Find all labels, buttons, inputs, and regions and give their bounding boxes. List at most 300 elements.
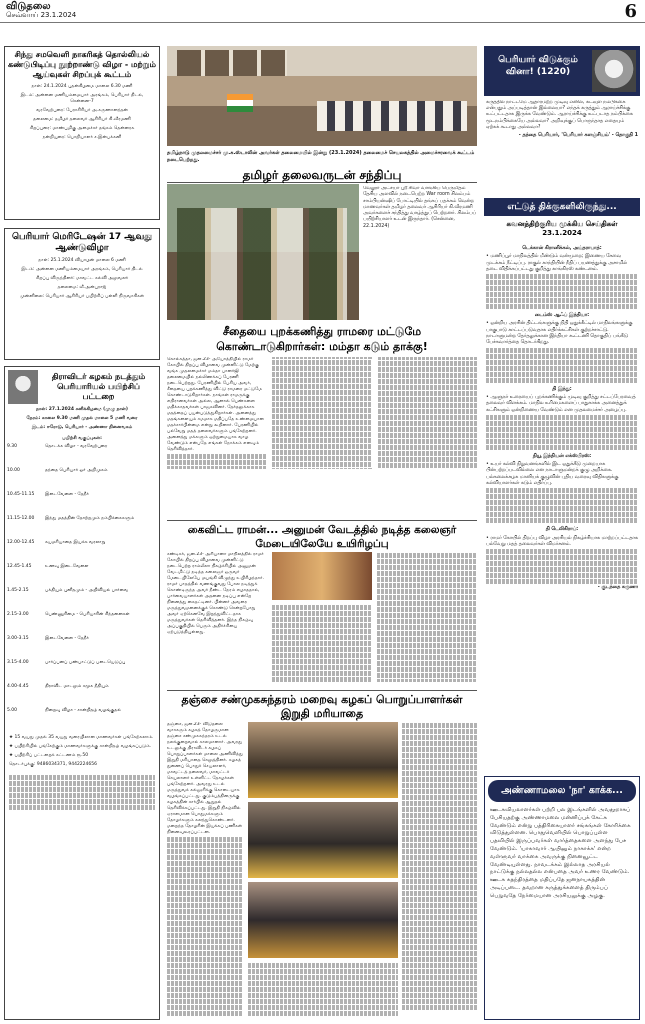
text-fill bbox=[167, 933, 243, 938]
text-fill bbox=[167, 891, 243, 896]
periyar-question-header bbox=[484, 46, 640, 96]
text-fill bbox=[9, 787, 155, 792]
cabinet-caption: தமிழ்நாடு முதலமைச்சர் மு.க.ஸ்டாலின் அவர்கள் தலைமையில் இன்று (23.1.2024) தலைமைச் செயலகத்தில் அமைச்சரவைக் கூட்டம் நடைபெற்றது. bbox=[167, 150, 475, 163]
text-fill bbox=[486, 427, 638, 432]
text-fill bbox=[272, 629, 372, 634]
digest-title: எட்டுத் திக்குகளிலிருந்து... bbox=[507, 202, 617, 212]
schedule-time: 9.30 bbox=[7, 444, 18, 449]
text-line: தலைமை: தமிழர் தலைவர் ஆசிரியர் கி.வீரமணி bbox=[33, 117, 131, 122]
text-fill bbox=[402, 975, 477, 980]
text-fill bbox=[402, 765, 477, 770]
text-fill bbox=[378, 463, 477, 468]
text-line: இடம்: அன்னை மணியம்மையார் அரங்கம், பெரியார் திடல் bbox=[21, 267, 143, 272]
text-fill bbox=[402, 837, 477, 842]
text-fill bbox=[272, 396, 371, 401]
text-fill bbox=[248, 963, 398, 968]
text-fill bbox=[402, 987, 477, 992]
event-box-workshop bbox=[4, 366, 160, 1020]
text-fill bbox=[402, 855, 477, 860]
text-fill bbox=[378, 421, 477, 426]
text-fill bbox=[402, 861, 477, 866]
text-fill bbox=[402, 867, 477, 872]
schedule-time: 3.00-3.15 bbox=[7, 636, 29, 641]
text-fill bbox=[377, 679, 477, 682]
text-fill bbox=[377, 667, 477, 672]
text-line: நேரம்: காலை 9.30 மணி முதல் மாலை 5 மணி வரை bbox=[26, 416, 138, 421]
text-fill bbox=[167, 993, 243, 998]
text-fill bbox=[272, 462, 371, 467]
text-fill bbox=[486, 372, 638, 377]
text-fill bbox=[402, 759, 477, 764]
text-fill bbox=[272, 390, 371, 395]
text-fill bbox=[402, 999, 477, 1004]
text-fill bbox=[486, 348, 638, 353]
text-fill bbox=[167, 837, 243, 842]
hanuman-headline: கைவிட்ட ராமன்... அனுமன் வேடத்தில் நடித்த கலைஞர் மேடையிலேயே உயிரிழப்பு bbox=[167, 520, 477, 551]
text-fill bbox=[167, 897, 243, 902]
cabinet-table bbox=[317, 101, 467, 131]
text-fill bbox=[377, 625, 477, 630]
text-fill bbox=[486, 555, 638, 560]
schedule-topic: இடைவேளை - தேநீர் bbox=[45, 492, 89, 497]
periyar-question-portrait bbox=[592, 50, 636, 92]
text-fill bbox=[167, 999, 243, 1004]
text-fill bbox=[402, 885, 477, 890]
funeral-col2 bbox=[248, 962, 398, 1018]
text-fill bbox=[402, 825, 477, 830]
text-fill bbox=[272, 677, 372, 682]
schedule-topic: பார்ப்பனப் பண்பாட்டுப் படையெடுப்பு bbox=[45, 660, 126, 665]
text-fill bbox=[272, 420, 371, 425]
digest-body bbox=[486, 242, 638, 768]
event-indus-title: சிந்து சமவெளி நாகரிகத் தொல்லியல் கண்டுபிடிப்பு நூற்றாண்டு விழா - மற்றும் ஆய்வுகள் சிறப்புக் கூட்டம் bbox=[8, 50, 156, 79]
text-fill bbox=[486, 433, 638, 438]
schedule-time: 12.00-12.45 bbox=[7, 540, 35, 545]
schedule-time: 10.45-11.15 bbox=[7, 492, 35, 497]
schedule-topic: தந்தை பெரியார் ஓர் அறிமுகம் bbox=[45, 468, 108, 473]
ram-body bbox=[167, 357, 477, 517]
hanuman-col3 bbox=[377, 552, 477, 682]
workshop-meta bbox=[5, 407, 159, 431]
text-fill bbox=[167, 460, 266, 465]
text-fill bbox=[402, 927, 477, 932]
text-fill bbox=[377, 595, 477, 600]
text-fill bbox=[167, 867, 243, 872]
text-fill bbox=[402, 1005, 477, 1010]
masthead-logo: விடுதலை bbox=[6, 1, 51, 12]
text-fill bbox=[248, 1011, 398, 1016]
text-line: நாள்: 27.1.2024 சனிக்கிழமை (முழு நாள்) bbox=[36, 407, 128, 412]
ram-headline: சீதையை புறக்கணித்து ராமரை மட்டுமே கொண்டாடுகிறார்கள்: மம்தா கடும் தாக்கு! bbox=[216, 325, 428, 353]
text-fill bbox=[272, 402, 371, 407]
text-fill bbox=[272, 617, 372, 622]
text-fill bbox=[402, 945, 477, 950]
schedule-time: 5.00 bbox=[7, 708, 18, 713]
cabinet-portraits bbox=[177, 50, 287, 76]
schedule-time: 4.00-4.45 bbox=[7, 684, 29, 689]
periyar-question-sign: - தந்தை பெரியார், 'பெரியார் களஞ்சியம்' - தொகுதி 1 bbox=[518, 133, 638, 139]
schedule-topic: இந்து மதத்தின் தோற்றமும் நம்பிக்கைகளும் bbox=[45, 516, 135, 521]
text-fill bbox=[378, 403, 477, 408]
text-fill bbox=[402, 807, 477, 812]
text-fill bbox=[272, 653, 372, 658]
flag bbox=[227, 94, 253, 112]
text-fill bbox=[402, 903, 477, 908]
text-fill bbox=[167, 454, 266, 459]
text-fill bbox=[378, 445, 477, 450]
text-fill bbox=[272, 414, 371, 419]
periyar-question-body bbox=[486, 100, 638, 194]
schedule-topic: இடைவேளை - தேநீர் bbox=[45, 636, 89, 641]
text-fill bbox=[167, 1005, 243, 1010]
text-fill bbox=[167, 849, 243, 854]
text-fill bbox=[377, 607, 477, 612]
text-fill bbox=[377, 589, 477, 594]
event-box-indus bbox=[4, 46, 160, 220]
text-fill bbox=[167, 861, 243, 866]
text-fill bbox=[377, 601, 477, 606]
digest-section-name: தி இந்து: bbox=[552, 386, 572, 392]
text-fill bbox=[402, 963, 477, 968]
schedule-topic: திராவிட மாடலும் சமூக நீதியும் bbox=[45, 684, 109, 689]
text-fill bbox=[486, 274, 638, 279]
text-fill bbox=[167, 1011, 243, 1016]
text-fill bbox=[402, 729, 477, 734]
text-fill bbox=[402, 921, 477, 926]
text-fill bbox=[377, 655, 477, 660]
text-fill bbox=[486, 366, 638, 371]
text-fill bbox=[486, 500, 638, 505]
text-fill bbox=[486, 506, 638, 511]
text-fill bbox=[272, 659, 372, 664]
funeral-photos bbox=[248, 722, 398, 958]
text-fill bbox=[486, 567, 638, 572]
schedule-topic: தொடக்க விழா - வரவேற்புரை bbox=[45, 444, 108, 449]
text-fill bbox=[402, 981, 477, 986]
text-fill bbox=[272, 641, 372, 646]
text-fill bbox=[486, 512, 638, 517]
annamalai-body: ஊடகவியலாளர்கள் பற்றி பல இடங்களில் அவதூறாகப் பேசியதற்கு அண்ணாமலை மன்னிப்புக் கேட்க வேண்டும் என்று பத்திரிகையாளர் சங்கங்கள் கோரிக்கை விடுத்துள்ளன. பொதுவெளியில் பொறுப்புள்ள பதவியில் இருப்பவர்கள் வார்த்தைகளை அளந்து பேச வேண்டும். 'யாகாவார் ஆயினும் நாகாக்க' என்ற வள்ளுவர் வாக்கை அவருக்கு நினைவூட்ட வேண்டியுள்ளது. நாவடக்கம் இல்லாத அரசியல் நாட்டுக்கு நல்லதல்ல என்பதை அவர் உணர வேண்டும். ஊடக சுதந்திரத்தை மதிப்பதே ஜனநாயகத்தின் அடிப்படை. தவறான கருத்துக்களைத் திரும்பப் பெறுவதே நேர்மையான அரசியலுக்கு அழகு. bbox=[490, 807, 631, 899]
schedule-time: 10.00 bbox=[7, 468, 20, 473]
schedule-time: 11.15-12.00 bbox=[7, 516, 35, 521]
page-number: 6 bbox=[624, 1, 637, 22]
text-fill bbox=[378, 397, 477, 402]
text-fill bbox=[486, 488, 638, 493]
text-fill bbox=[402, 735, 477, 740]
funeral-photo-2 bbox=[248, 802, 398, 878]
text-fill bbox=[272, 384, 371, 389]
text-line: வரவேற்புரை: பேராசிரியர் அ.கருணானந்தன் bbox=[36, 108, 128, 113]
periyar-question-title: பெரியார் விடுக்கும் வினா! (1220) bbox=[498, 55, 578, 77]
periyar-portrait bbox=[8, 370, 38, 404]
funeral-col1 bbox=[167, 722, 243, 1018]
text-fill bbox=[377, 559, 477, 564]
text-fill bbox=[272, 438, 371, 443]
text-fill bbox=[167, 903, 243, 908]
funeral-photo-1 bbox=[248, 722, 398, 798]
funeral-col3 bbox=[402, 722, 477, 1018]
hanuman-col1 bbox=[167, 552, 267, 682]
text-line: இடம்: அன்னை மணியம்மையார் அரங்கம், பெரியார் திடல், சென்னை-7 bbox=[20, 93, 144, 104]
text-fill bbox=[486, 360, 638, 365]
text-fill bbox=[377, 619, 477, 624]
text-fill bbox=[402, 957, 477, 962]
text-fill bbox=[486, 445, 638, 450]
hanuman-col2 bbox=[272, 604, 372, 682]
schedule-time: 12.45-1.45 bbox=[7, 564, 32, 569]
text-fill bbox=[272, 665, 372, 670]
text-fill bbox=[9, 781, 155, 786]
text-fill bbox=[402, 969, 477, 974]
text-fill bbox=[248, 969, 398, 974]
text-fill bbox=[402, 813, 477, 818]
text-fill bbox=[272, 605, 372, 610]
text-fill bbox=[377, 553, 477, 558]
workshop-fill bbox=[5, 775, 159, 810]
funeral-headline: தஞ்சை சண்முகசுந்தரம் மறைவு கழகப் பொறுப்பாளர்கள் இறுதி மரியாதை bbox=[167, 690, 477, 721]
text-line: முன்னிலை: பெரியார் ஆசிரியர் பயிற்சிப் பள்ளி நிருவாகிகள் bbox=[19, 294, 145, 299]
text-fill bbox=[377, 565, 477, 570]
digest-section-name: நியூ இந்தியன் எக்ஸ்பிரஸ்: bbox=[532, 453, 592, 459]
text-fill bbox=[486, 518, 638, 523]
text-fill bbox=[9, 805, 155, 810]
text-fill bbox=[486, 494, 638, 499]
text-fill bbox=[248, 975, 398, 980]
workshop-program-title: பயிற்சி வகுப்புகள்: bbox=[62, 436, 102, 441]
text-fill bbox=[377, 643, 477, 648]
text-fill bbox=[272, 372, 371, 377]
text-fill bbox=[402, 873, 477, 878]
hanuman-text: சண்டிகர், ஜன.23- அரியானா மாநிலத்தில் ராமர் கோயில் திறப்பு விழாவை முன்னிட்டு நடைபெற்ற ராம்லீலா நிகழ்ச்சியில் அனுமன் வேடமிட்டு நடித்த கலைஞர் ஒருவர் மேடையிலேயே மயங்கி விழுந்து உயிரிழந்தார். ராமர் பாதத்தில் வணங்குவது போல நடித்துக் கொண்டிருந்த அவர் நீண்ட நேரம் எழாததால், பார்வையாளர்கள் அதனை நடிப்பு என்றே நினைத்து கைதட்டினர். பின்னர் அவரை மருத்துவமனைக்குக் கொண்டு சென்றபோது அவர் ஏற்கெனவே இறந்துவிட்டதாக மருத்துவர்கள் தெரிவித்தனர். இந்த நிகழ்வு அப்பகுதியில் பெரும் அதிர்ச்சியை ஏற்படுத்தியுள்ளது. bbox=[167, 552, 264, 635]
text-fill bbox=[402, 747, 477, 752]
text-fill bbox=[486, 304, 638, 309]
text-fill bbox=[377, 577, 477, 582]
text-fill bbox=[167, 957, 243, 962]
text-fill bbox=[486, 573, 638, 578]
text-fill bbox=[248, 987, 398, 992]
text-fill bbox=[272, 671, 372, 676]
schedule-topic: பெண்ணுரிமை - பெரியாரின் சிந்தனைகள் bbox=[45, 612, 130, 617]
text-fill bbox=[486, 561, 638, 566]
digest-header bbox=[484, 198, 640, 216]
digest-section-name: டெக்கான் கிரானிக்கல், அய்தராபாத்: bbox=[522, 246, 602, 251]
text-line: நாள்: 25.1.2024 வியாழன் மாலை 6 மணி bbox=[38, 258, 126, 263]
text-fill bbox=[167, 939, 243, 944]
text-fill bbox=[248, 1005, 398, 1010]
schedule-topic: உணவு இடைவேளை bbox=[45, 564, 89, 569]
text-fill bbox=[378, 427, 477, 432]
text-fill bbox=[272, 647, 372, 652]
digest-section-text: • ஆளுநர் உரையைப் புறக்கணிக்கும் முடிவு குறித்து சட்டப்பேரவைத் தலைவர் விளக்கம். மாநில உரிமைகளைப் பாதுகாக்க அனைத்துக் கட்சிகளும் ஒன்றிணைய வேண்டும் என முதலமைச்சர் அழைப்பு. bbox=[486, 394, 636, 413]
text-fill bbox=[486, 298, 638, 303]
text-fill bbox=[377, 571, 477, 576]
digest-subtitle: கவனத்திற்குரிய முக்கிய செய்திகள் 23.1.2024 bbox=[506, 220, 618, 237]
text-fill bbox=[272, 366, 371, 371]
ram-text: கொல்கத்தா, ஜன.23- அயோத்தியில் ராமர் கோயில் திறப்பு விழாவை முன்னிட்டு மேற்கு வங்க முதலமைச்சர் மம்தா பானர்ஜி தலைமையில் நல்லிணக்கப் பேரணி நடைபெற்றது. பேரணியில் பேசிய அவர், சீதையை புறக்கணித்து விட்டு ராமரை மட்டுமே கொண்டாடுகிறார்கள். நாங்கள் ராமருக்கு எதிரானவர்கள் அல்ல, ஆனால் பெண்களை மதிக்காதவர்கள் பாஜகவினர். தேர்தலுக்காக மதத்தைப் பயன்படுத்துகிறார்கள். அனைத்து மதங்களையும் சமமாக மதிப்பதே உண்மையான மதச்சார்பின்மை என்று கூறினார். பேரணியில் பல்வேறு மதத் தலைவர்களும் பங்கேற்றனர். அனைத்து மக்களும் ஒற்றுமையாக வாழ வேண்டும் என்பதே எங்கள் நோக்கம் எனவும் தெரிவித்தார். bbox=[167, 357, 264, 452]
text-fill bbox=[402, 771, 477, 776]
text-fill bbox=[402, 789, 477, 794]
schedule-topic: நிறைவு விழா - சான்றிதழ் வழங்குதல் bbox=[45, 708, 121, 713]
text-fill bbox=[248, 993, 398, 998]
text-fill bbox=[486, 579, 638, 584]
text-fill bbox=[272, 444, 371, 449]
text-line: நன்றியுரை: பொறியாளர் ச.இன்பக்கனி bbox=[42, 135, 122, 140]
text-fill bbox=[402, 933, 477, 938]
text-fill bbox=[272, 426, 371, 431]
text-fill bbox=[9, 799, 155, 804]
text-fill bbox=[378, 415, 477, 420]
text-line: சிறப்பு விருந்தினர்: மாவட்ட கல்வி அலுவலர் bbox=[35, 276, 129, 281]
text-fill bbox=[272, 378, 371, 383]
text-fill bbox=[378, 373, 477, 378]
text-fill bbox=[378, 361, 477, 366]
text-fill bbox=[402, 843, 477, 848]
text-fill bbox=[272, 611, 372, 616]
text-fill bbox=[272, 408, 371, 413]
text-fill bbox=[167, 975, 243, 980]
text-fill bbox=[486, 354, 638, 359]
event-meritation-body bbox=[5, 258, 159, 300]
text-fill bbox=[378, 439, 477, 444]
text-fill bbox=[377, 637, 477, 642]
text-fill bbox=[486, 415, 638, 420]
text-fill bbox=[402, 783, 477, 788]
digest-section-text: • ஒன்றிய அரசின் திட்டங்களுக்கு நிதி ஒதுக்கீட்டில் மாநிலங்களுக்கு பாகுபாடு காட்டப்படுவதாக எதிர்க்கட்சிகள் குற்றச்சாட்டு. நாடாளுமன்ற தேர்தலுக்கான இந்தியா கூட்டணி தொகுதிப் பங்கீடு பேச்சுவார்த்தை தொடர்கிறது. bbox=[486, 321, 633, 346]
text-fill bbox=[377, 613, 477, 618]
workshop-schedule bbox=[5, 444, 159, 732]
text-fill bbox=[377, 631, 477, 636]
text-fill bbox=[486, 421, 638, 426]
text-fill bbox=[167, 987, 243, 992]
text-fill bbox=[486, 292, 638, 297]
periyar-question-text: கருத்தில் நாட்டமே ஆதாரமற்ற முடிவு எனில், கடவுள் நம்பிக்கை என்பதும் அப்படித்தான் இல்லையா? எந்தக் கருத்தும் ஆராய்ச்சிக்கு உட்பட்டதாக இருக்க வேண்டும். ஆராய்ச்சிக்கு உட்படாத நம்பிக்கை மூடநம்பிக்கையே அல்லவா? அறிவுக்குப் பொருந்தாத எதையும் ஏற்கக் கூடாது அல்லவா? bbox=[486, 100, 633, 130]
text-fill bbox=[248, 981, 398, 986]
text-fill bbox=[486, 378, 638, 383]
text-fill bbox=[167, 843, 243, 848]
text-fill bbox=[167, 927, 243, 932]
text-fill bbox=[378, 451, 477, 456]
workshop-title: திராவிடர் கழகம் நடத்தும் பெரியாரியல் பயிற்சிப் பட்டறை bbox=[51, 372, 146, 401]
funeral-text: தஞ்சை, ஜன.23- விடுதலை வாசகரும் கழகத் தோழருமான தஞ்சை சண்முகசுந்தரம் உடல் நலக்குறைவால் காலமானார். அவரது உடலுக்கு திராவிடர் கழகப் பொறுப்பாளர்கள் மாலை அணிவித்து இறுதி மரியாதை செலுத்தினர். கழகத் துணைப் பொதுச் செயலாளர், மாவட்டத் தலைவர், மாவட்டச் செயலாளர் உள்ளிட்ட தோழர்கள் பங்கேற்றனர். அவரது உடல் மருத்துவக் கல்லூரிக்கு கொடையாக வழங்கப்பட்டது. குடும்பத்தினருக்கு கழகத்தின் சார்பில் ஆறுதல் தெரிவிக்கப்பட்டது. இறுதி நிகழ்வில் ஏராளமான பொதுமக்களும் தோழர்களும் கலந்துகொண்டனர். மறைந்த தோழரின் இயக்கப் பணிகள் நினைவுகூரப்பட்டன. bbox=[167, 722, 243, 835]
text-fill bbox=[272, 450, 371, 455]
text-fill bbox=[167, 855, 243, 860]
schedule-time: 1.45-2.15 bbox=[7, 588, 29, 593]
text-fill bbox=[378, 391, 477, 396]
text-fill bbox=[402, 741, 477, 746]
text-fill bbox=[378, 385, 477, 390]
text-line: ★ 15 வயது முதல் 35 வயது வரையிலான மாணவர்கள் பங்கேற்கலாம். bbox=[9, 735, 154, 740]
text-fill bbox=[377, 661, 477, 666]
text-line: ★ பயிற்சியில் பங்கேற்கும் மாணவர்களுக்கு சான்றிதழ் வழங்கப்படும். bbox=[9, 744, 152, 749]
text-fill bbox=[378, 457, 477, 462]
meeting-photo bbox=[167, 184, 359, 320]
workshop-notes bbox=[5, 732, 159, 774]
text-fill bbox=[402, 915, 477, 920]
text-fill bbox=[486, 439, 638, 444]
digest-sign: - குடந்தை கருணா bbox=[597, 585, 638, 591]
digest-section-text: • ராமர் கோயில் திறப்பு விழா அரசியல் நிகழ்ச்சியாக மாற்றப்பட்டதாக பல்வேறு மதத் தலைவர்கள் விமர்சனம். bbox=[486, 535, 638, 547]
text-fill bbox=[167, 951, 243, 956]
text-fill bbox=[167, 963, 243, 968]
person-figures bbox=[177, 208, 347, 320]
text-line: ★ பயிற்சிப் பட்டறைக் கட்டணம் ரூ.50 bbox=[9, 753, 89, 758]
text-fill bbox=[378, 379, 477, 384]
text-fill bbox=[272, 623, 372, 628]
meeting-body: வேலூர் அட்சயா ஸ்ரீ சிவா வாங்கிய பெருமிதம் தேசிய அளவில் நடைபெற்ற War room சிலம்பம் சாம்பியன்ஷிப் போட்டியில் தங்கப் பதக்கம் வென்ற மாணவர்கள் தமிழர் தலைவர் ஆசிரியர் கி.வீரமணி அவர்களைச் சந்தித்து வாழ்த்துப் பெற்றனர். சிலம்பப் பயிற்சியாளர் உடன் இருந்தார். (சென்னை, 22.1.2024) bbox=[363, 186, 477, 229]
cabinet-meeting-photo bbox=[167, 46, 477, 146]
event-meritation-title: பெரியார் மெரிடேஷன் 17 ஆவது ஆண்டுவிழா bbox=[11, 232, 153, 253]
text-fill bbox=[402, 849, 477, 854]
masthead-date: செவ்வாய் 23.1.2024 bbox=[6, 11, 77, 19]
schedule-time: 2.15-3.00 bbox=[7, 612, 29, 617]
text-fill bbox=[167, 909, 243, 914]
text-fill bbox=[402, 723, 477, 728]
text-fill bbox=[402, 951, 477, 956]
text-fill bbox=[377, 649, 477, 654]
text-fill bbox=[377, 583, 477, 588]
digest-section-text: • மணிப்பூர் மாநிலத்தில் மீண்டும் வன்முறை; இணைய சேவை முடக்கம் நீட்டிப்பு. ராகுல் காந்தியின் நீதிப் பயணத்துக்கு அசாமில் தடை விதிக்கப்பட்டது குறித்து காங்கிரஸ் கண்டனம். bbox=[486, 254, 628, 272]
text-fill bbox=[272, 456, 371, 461]
text-fill bbox=[272, 635, 372, 640]
digest-section-text: • உயர் கல்வி நிறுவனங்களில் இட ஒதுக்கீடு முறையாக பின்பற்றப்படவில்லை என நாடாளுமன்றக் குழு அறிக்கை. பல்கலைக்கழக மானியக் குழுவின் புதிய வரைவு விதிகளுக்கு கல்வியாளர்கள் கடும் எதிர்ப்பு. bbox=[486, 462, 619, 487]
text-fill bbox=[167, 879, 243, 884]
text-fill bbox=[167, 915, 243, 920]
text-fill bbox=[272, 432, 371, 437]
text-fill bbox=[402, 993, 477, 998]
text-fill bbox=[167, 945, 243, 950]
meeting-headline: தமிழர் தலைவருடன் சந்திப்பு bbox=[167, 168, 477, 183]
annamalai-title: அண்ணாமலை 'நா' காக்க... bbox=[488, 780, 636, 802]
annamalai-box bbox=[484, 776, 640, 1020]
event-box-meritation bbox=[4, 228, 160, 360]
text-fill bbox=[486, 549, 638, 554]
text-fill bbox=[402, 801, 477, 806]
schedule-topic: பக்தியும் புனிதமும் - அறிவியல் பார்வை bbox=[45, 588, 129, 593]
text-fill bbox=[402, 879, 477, 884]
text-line: சிறப்புரை: மாண்புமிகு அமைச்சர் தங்கம் தென்னரசு bbox=[29, 126, 135, 131]
text-fill bbox=[9, 793, 155, 798]
text-fill bbox=[272, 360, 371, 365]
schedule-time: 3.15-4.00 bbox=[7, 660, 29, 665]
text-fill bbox=[167, 969, 243, 974]
masthead bbox=[0, 0, 645, 23]
text-line: நாள்: 24.1.2024 புதன்கிழமை மாலை 6.30 மணி bbox=[31, 84, 133, 89]
text-fill bbox=[167, 981, 243, 986]
text-fill bbox=[486, 286, 638, 291]
text-fill bbox=[486, 280, 638, 285]
hanuman-photo bbox=[272, 552, 372, 600]
text-fill bbox=[167, 921, 243, 926]
text-line: இடம்: ஈரோடு, பெரியார் - அண்ணா நினைவகம் bbox=[31, 425, 133, 430]
text-fill bbox=[167, 885, 243, 890]
text-fill bbox=[248, 999, 398, 1004]
text-fill bbox=[402, 753, 477, 758]
text-fill bbox=[402, 939, 477, 944]
text-fill bbox=[402, 891, 477, 896]
event-indus-body bbox=[5, 84, 159, 141]
text-fill bbox=[377, 673, 477, 678]
text-fill bbox=[378, 367, 477, 372]
text-fill bbox=[167, 873, 243, 878]
text-fill bbox=[9, 775, 155, 780]
text-line: தலைமை: வீ.அன்புராஜ் bbox=[57, 285, 107, 290]
text-fill bbox=[402, 831, 477, 836]
schedule-topic: சுயமரியாதை இயக்க வரலாறு bbox=[45, 540, 106, 545]
text-fill bbox=[402, 819, 477, 824]
text-line: தொடர்புக்கு: 9486034371, 9442224656 bbox=[9, 762, 97, 767]
text-fill bbox=[402, 795, 477, 800]
text-fill bbox=[402, 909, 477, 914]
